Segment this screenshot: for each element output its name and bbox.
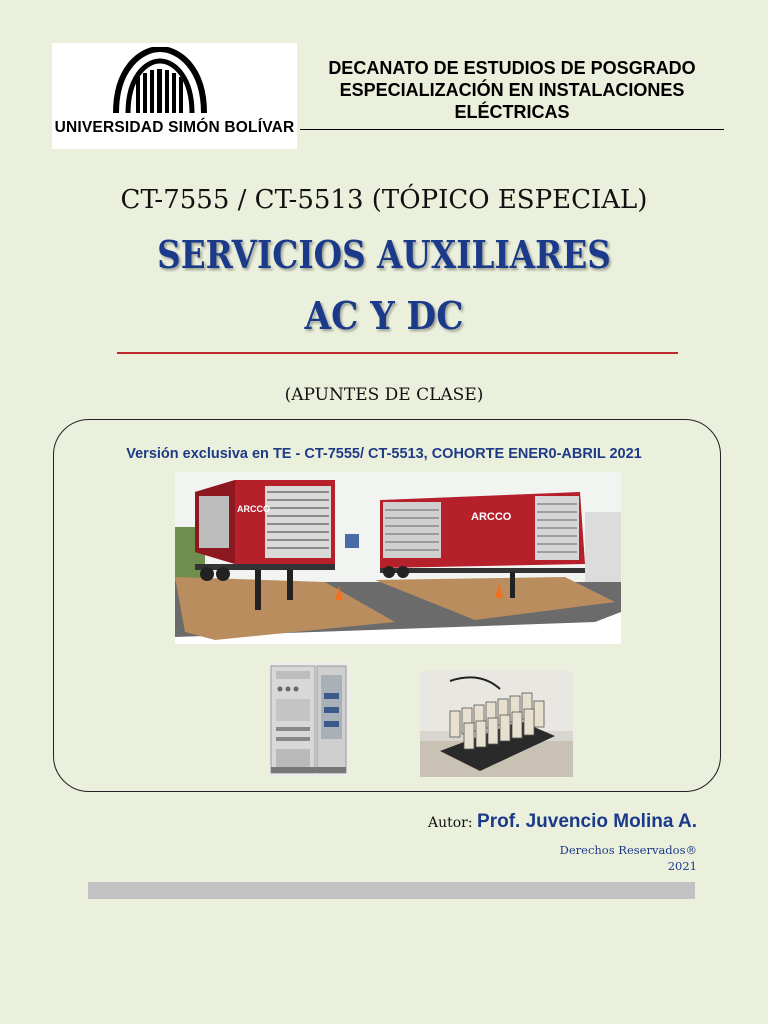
header-line-deanery: DECANATO DE ESTUDIOS DE POSGRADO xyxy=(328,58,696,78)
course-code: CT-7555 / CT-5513 (TÓPICO ESPECIAL) xyxy=(120,185,648,215)
main-title-line2: AC Y DC xyxy=(304,293,464,338)
battery-bank-photo xyxy=(420,671,573,777)
header-line-specialization: ESPECIALIZACIÓN EN INSTALACIONES xyxy=(339,80,685,100)
copyright-text: Derechos Reservados® xyxy=(559,843,697,857)
logo-university-name: UNIVERSIDAD SIMÓN BOLÍVAR xyxy=(54,119,295,136)
footer-bar xyxy=(88,882,695,899)
header-line-electrical: ELÉCTRICAS xyxy=(454,102,570,122)
author-name: Prof. Juvencio Molina A. xyxy=(477,811,697,832)
class-notes-label: (APUNTES DE CLASE) xyxy=(284,385,484,405)
trailer-brand-right: ARCCO xyxy=(471,511,512,523)
main-title-line1: SERVICIOS AUXILIARES xyxy=(157,232,611,277)
header-title xyxy=(300,57,724,123)
trailer-brand-left: ARCCO xyxy=(237,504,270,514)
university-logo xyxy=(52,43,297,149)
switchgear-cabinet-photo xyxy=(268,663,349,776)
author-line xyxy=(0,811,697,833)
version-note: Versión exclusiva en TE - CT-7555/ CT-5513, COHORTE ENER0-ABRIL 2021 xyxy=(126,446,642,462)
copyright-block xyxy=(0,842,697,874)
author-label: Autor: xyxy=(428,815,473,831)
title-divider xyxy=(117,352,678,354)
copyright-year: 2021 xyxy=(667,859,697,873)
generator-trailers-photo xyxy=(175,472,621,644)
usb-logo-icon xyxy=(112,47,208,119)
header-divider xyxy=(300,129,724,130)
